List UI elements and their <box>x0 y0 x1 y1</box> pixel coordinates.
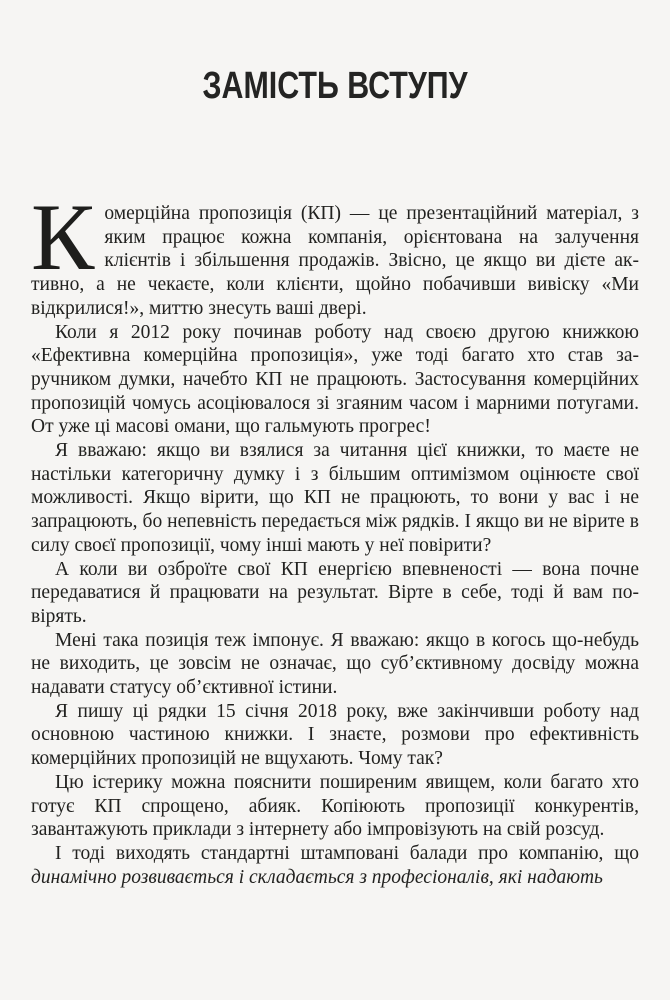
paragraph: Я пишу ці рядки 15 січня 2018 року, вже закінчивши роботу над основною частиною книжки. І знаєте, розмови про ефективність комерційних пропозицій не вщухають. Чому так? <box>31 700 639 770</box>
paragraph: Я вважаю: якщо ви взялися за читання цієї книжки, то маєте не настільки категоричну думку і з більшим оптимізмом оцінюєте свої можливості. Якщо вірити, що КП не працюють, то вони у вас і не запрацюють, бо непевність передається між рядків. І якщо ви не вірите в силу своєї пропозиції, чому інші мають у неї повірити? <box>31 440 639 556</box>
paragraph: Коли я 2012 року починав роботу над своєю другою книжкою «Ефективна комерційна пропозиція», уже тоді багато хто став заручником думки, начебто КП не працюють. Застосування комерційних пропозицій чомусь асоціювалося зі згаяним часом і марними потугами. От уже ці масові омани, що гальмують прогрес! <box>31 321 639 438</box>
paragraph-text-italic: динамічно розвивається і складається з професіоналів, які надають <box>31 866 603 888</box>
paragraph-text: омерційна пропозиція (КП) — це презентаційний матеріал, з яким працює кожна компанія, орієнтована на залучення клієнтів і збільшення продажів. Звісно, це якщо ви дієте активно, а не чекаєте, коли клієнти, щойно побачивши вивіску «Ми відкрилися!», миттю знесуть ваші двері. <box>31 203 639 319</box>
paragraph-text: І тоді виходять стандартні штамповані балади про компанію, що <box>55 842 639 864</box>
paragraph <box>31 842 639 889</box>
paragraph: Цю істерику можна пояснити поширеним явищем, коли багато хто готує КП спрощено, абияк. Копіюють пропозиції конкурентів, завантажують приклади з інтернету або імпровізують на свій розсуд. <box>31 771 639 841</box>
chapter-title: ЗАМІСТЬ ВСТУПУ <box>202 65 468 107</box>
chapter-body <box>31 184 639 889</box>
paragraph: А коли ви озброїте свої КП енергією впевненості — вона почне передаватися й працювати на результат. Вірте в себе, тоді й вам повірять. <box>31 558 639 627</box>
paragraph <box>31 184 639 321</box>
drop-cap: К <box>31 184 95 290</box>
paragraph: Мені така позиція теж імпонує. Я вважаю: якщо в когось що-небудь не виходить, це зовсім не означає, що суб’єктивному досвіду можна надавати статусу об’єктивної істини. <box>31 629 639 699</box>
